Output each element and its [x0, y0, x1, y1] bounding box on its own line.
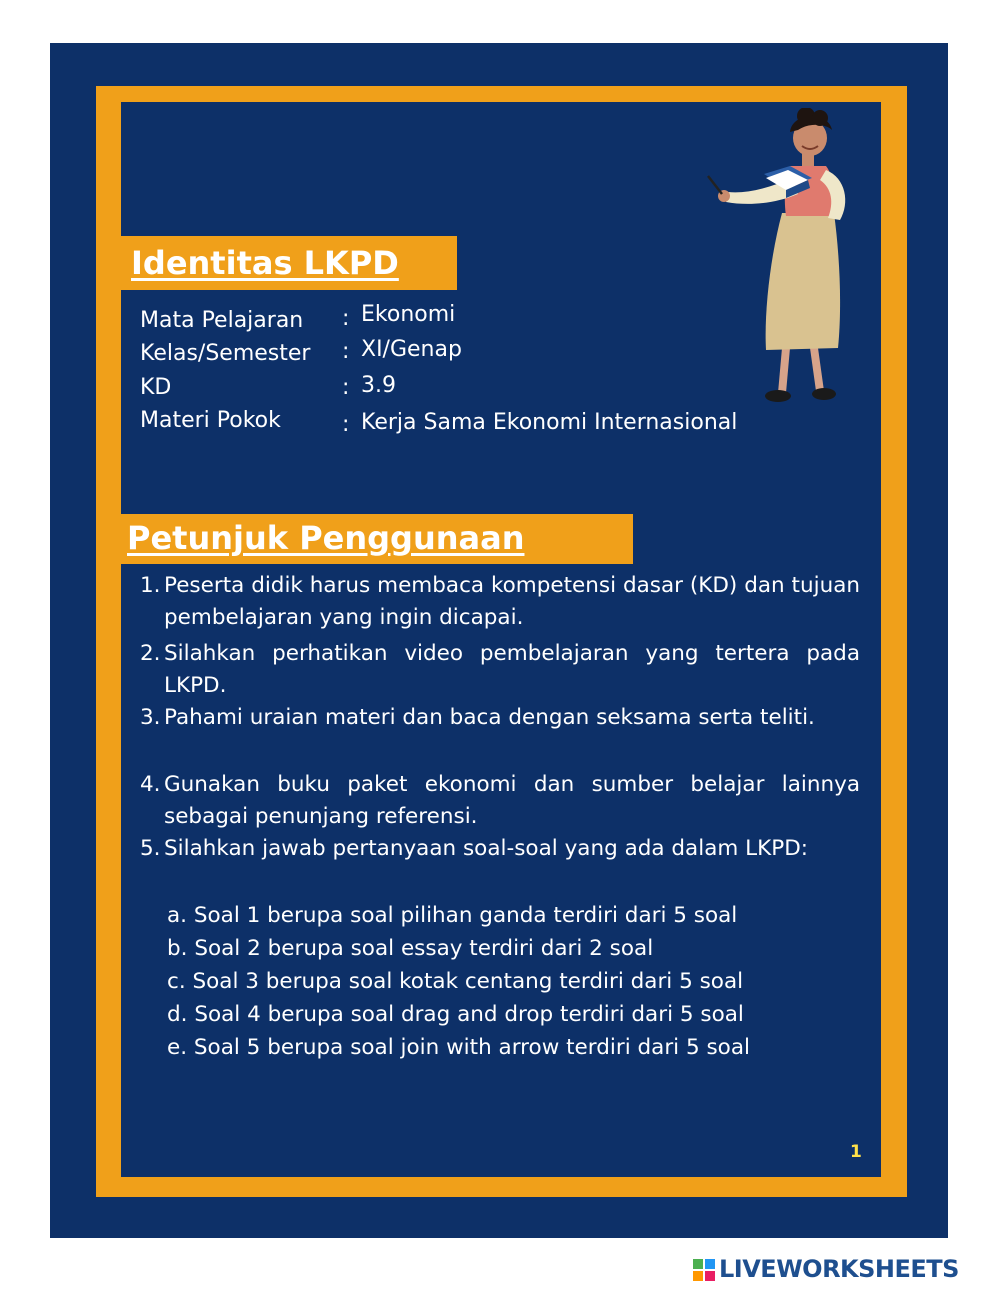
identitas-label: Kelas/Semester [140, 341, 311, 366]
sub-instruction: e. Soal 5 berupa soal join with arrow terdiri dari 5 soal [167, 1035, 750, 1060]
identitas-value: Ekonomi [361, 302, 456, 327]
sub-instruction: c. Soal 3 berupa soal kotak centang terdiri dari 5 soal [167, 969, 744, 994]
instruction-number: 2. [140, 641, 161, 666]
instruction-text: Pahami uraian materi dan baca dengan seksama serta teliti. [164, 705, 815, 730]
identitas-label: Materi Pokok [140, 408, 281, 433]
sub-instruction: b. Soal 2 berupa soal essay terdiri dari 2 soal [167, 936, 654, 961]
liveworksheets-logo-icon [693, 1259, 715, 1281]
page-number: 1 [850, 1142, 862, 1162]
identitas-heading: Identitas LKPD [121, 236, 457, 290]
identitas-value: Kerja Sama Ekonomi Internasional [361, 410, 738, 435]
identitas-label: KD [140, 375, 172, 400]
identitas-colon: : [342, 339, 350, 364]
identitas-colon: : [342, 375, 350, 400]
identitas-label: Mata Pelajaran [140, 308, 304, 333]
instruction-number: 4. [140, 772, 161, 797]
sub-instruction: a. Soal 1 berupa soal pilihan ganda terdiri dari 5 soal [167, 903, 738, 928]
instruction-text: Silahkan perhatikan video pembelajaran yang tertera pada LKPD. [164, 641, 860, 698]
instruction-text: Peserta didik harus membaca kompetensi dasar (KD) dan tujuan pembelajaran yang ingin dicapai. [164, 573, 860, 630]
liveworksheets-wordmark: LIVEWORKSHEETS [719, 1255, 959, 1283]
identitas-value: XI/Genap [361, 337, 462, 362]
instruction-number: 1. [140, 573, 161, 598]
teacher-illustration [700, 108, 865, 408]
sub-instruction: d. Soal 4 berupa soal drag and drop terdiri dari 5 soal [167, 1002, 744, 1027]
instruction-number: 3. [140, 705, 161, 730]
identitas-value: 3.9 [361, 373, 396, 398]
instruction-text: Silahkan jawab pertanyaan soal-soal yang ada dalam LKPD: [164, 836, 809, 861]
identitas-colon: : [342, 412, 350, 437]
instruction-number: 5. [140, 836, 161, 861]
instruction-text: Gunakan buku paket ekonomi dan sumber belajar lainnya sebagai penunjang referensi. [164, 772, 860, 829]
identitas-colon: : [342, 306, 350, 331]
petunjuk-heading: Petunjuk Penggunaan [121, 514, 633, 564]
